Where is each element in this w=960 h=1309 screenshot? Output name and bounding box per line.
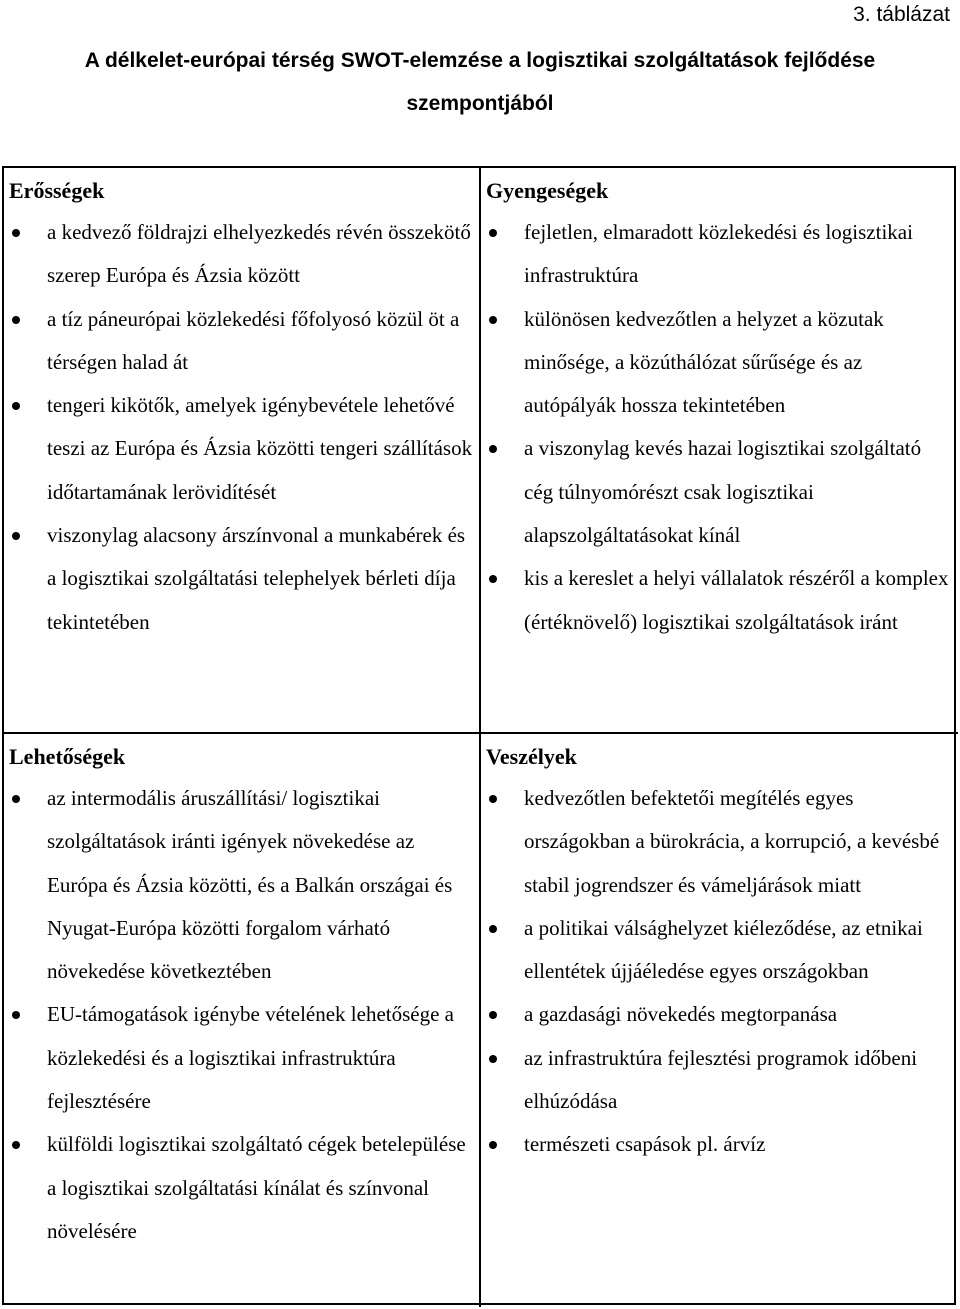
weaknesses-list (486, 211, 954, 644)
bullet-icon (12, 795, 20, 803)
bullet-icon (12, 402, 20, 410)
bullet-icon (489, 1055, 497, 1063)
list-item (9, 514, 475, 644)
title-line-1: A délkelet-európai térség SWOT-elemzése a logisztikai szolgáltatások fejlődése (84, 49, 876, 72)
list-item-text: az intermodális áruszállítási/ logisztikai szolgáltatások iránti igények növekedése az Európa és Ázsia közötti, és a Balkán országai és Nyugat-Európa közötti forgalom várható növekedése következtében (47, 786, 453, 984)
list-item-text: kedvezőtlen befektetői megítélés egyes országokban a bürokrácia, a korrupció, a kevésbé stabil jogrendszer és vámeljárások miatt (524, 786, 940, 897)
bullet-icon (489, 575, 497, 583)
table-number-label: 3. táblázat (853, 3, 950, 26)
bullet-icon (12, 1141, 20, 1149)
bullet-icon (489, 795, 497, 803)
opportunities-list (9, 777, 475, 1253)
weaknesses-cell (481, 168, 958, 734)
bullet-icon (489, 1141, 497, 1149)
list-item-text: természeti csapások pl. árvíz (524, 1132, 766, 1157)
strengths-heading: Erősségek (9, 178, 105, 203)
list-item-text: a politikai válsághelyzet kiéleződése, az etnikai ellentétek újjáéledése egyes országokban (524, 915, 923, 984)
opportunities-cell (4, 734, 481, 1307)
list-item-text: kis a kereslet a helyi vállalatok részéről a komplex (értéknövelő) logisztikai szolgáltatások iránt (524, 566, 949, 634)
strengths-cell (4, 168, 481, 734)
list-item (486, 427, 954, 557)
opportunities-heading: Lehetőségek (9, 744, 126, 769)
list-item-text: az infrastruktúra fejlesztési programok időbeni elhúzódása (524, 1045, 918, 1114)
page-title (0, 39, 960, 125)
list-item-text: a viszonylag kevés hazai logisztikai szolgáltató cég túlnyomórészt csak logisztikai alapszolgáltatásokat kínál (524, 436, 922, 548)
threats-heading: Veszélyek (486, 744, 577, 769)
list-item-text: tengeri kikötők, amelyek igénybevétele lehetővé teszi az Európa és Ázsia közötti tengeri szállítások időtartamának lerövidítését (47, 393, 473, 504)
list-item-text: külföldi logisztikai szolgáltató cégek betelepülése a logisztikai szolgáltatási kínálat és színvonal növelésére (47, 1132, 466, 1243)
list-item-text: a gazdasági növekedés megtorpanása (524, 1002, 838, 1027)
list-item (486, 777, 954, 907)
list-item (9, 777, 475, 993)
list-item (9, 1123, 475, 1253)
list-item (486, 907, 954, 994)
bullet-icon (489, 229, 497, 237)
list-item (9, 993, 475, 1123)
list-item-text: viszonylag alacsony árszínvonal a munkabérek és a logisztikai szolgáltatási telephelyek bérleti díja tekintetében (47, 523, 466, 634)
bullet-icon (489, 316, 497, 324)
bullet-icon (489, 925, 497, 933)
list-item (486, 557, 954, 644)
title-line-2: szempontjából (406, 92, 554, 115)
bullet-icon (12, 532, 20, 540)
list-item (486, 211, 954, 298)
bullet-icon (12, 316, 20, 324)
list-item (486, 1123, 954, 1166)
bullet-icon (489, 1011, 497, 1019)
bullet-icon (12, 229, 20, 237)
list-item-text: EU-támogatások igénybe vételének lehetősége a közlekedési és a logisztikai infrastruktúra fejlesztésére (47, 1002, 454, 1114)
list-item (9, 211, 475, 298)
list-item-text: a tíz páneurópai közlekedési főfolyosó közül öt a térségen halad át (47, 306, 460, 374)
list-item-text: különösen kedvezőtlen a helyzet a közutak minősége, a közúthálózat sűrűsége és az autópályák hossza tekintetében (524, 306, 884, 418)
bullet-icon (12, 1011, 20, 1019)
list-item (486, 993, 954, 1036)
list-item (486, 1037, 954, 1124)
list-item (9, 298, 475, 385)
weaknesses-heading: Gyengeségek (486, 178, 609, 203)
bullet-icon (489, 445, 497, 453)
list-item-text: fejletlen, elmaradott közlekedési és logisztikai infrastruktúra (524, 220, 913, 288)
strengths-list (9, 211, 475, 644)
swot-table (2, 166, 956, 1305)
threats-list (486, 777, 954, 1167)
threats-cell (481, 734, 958, 1307)
list-item-text: a kedvező földrajzi elhelyezkedés révén összekötő szerep Európa és Ázsia között (47, 220, 471, 288)
list-item (486, 298, 954, 428)
list-item (9, 384, 475, 514)
